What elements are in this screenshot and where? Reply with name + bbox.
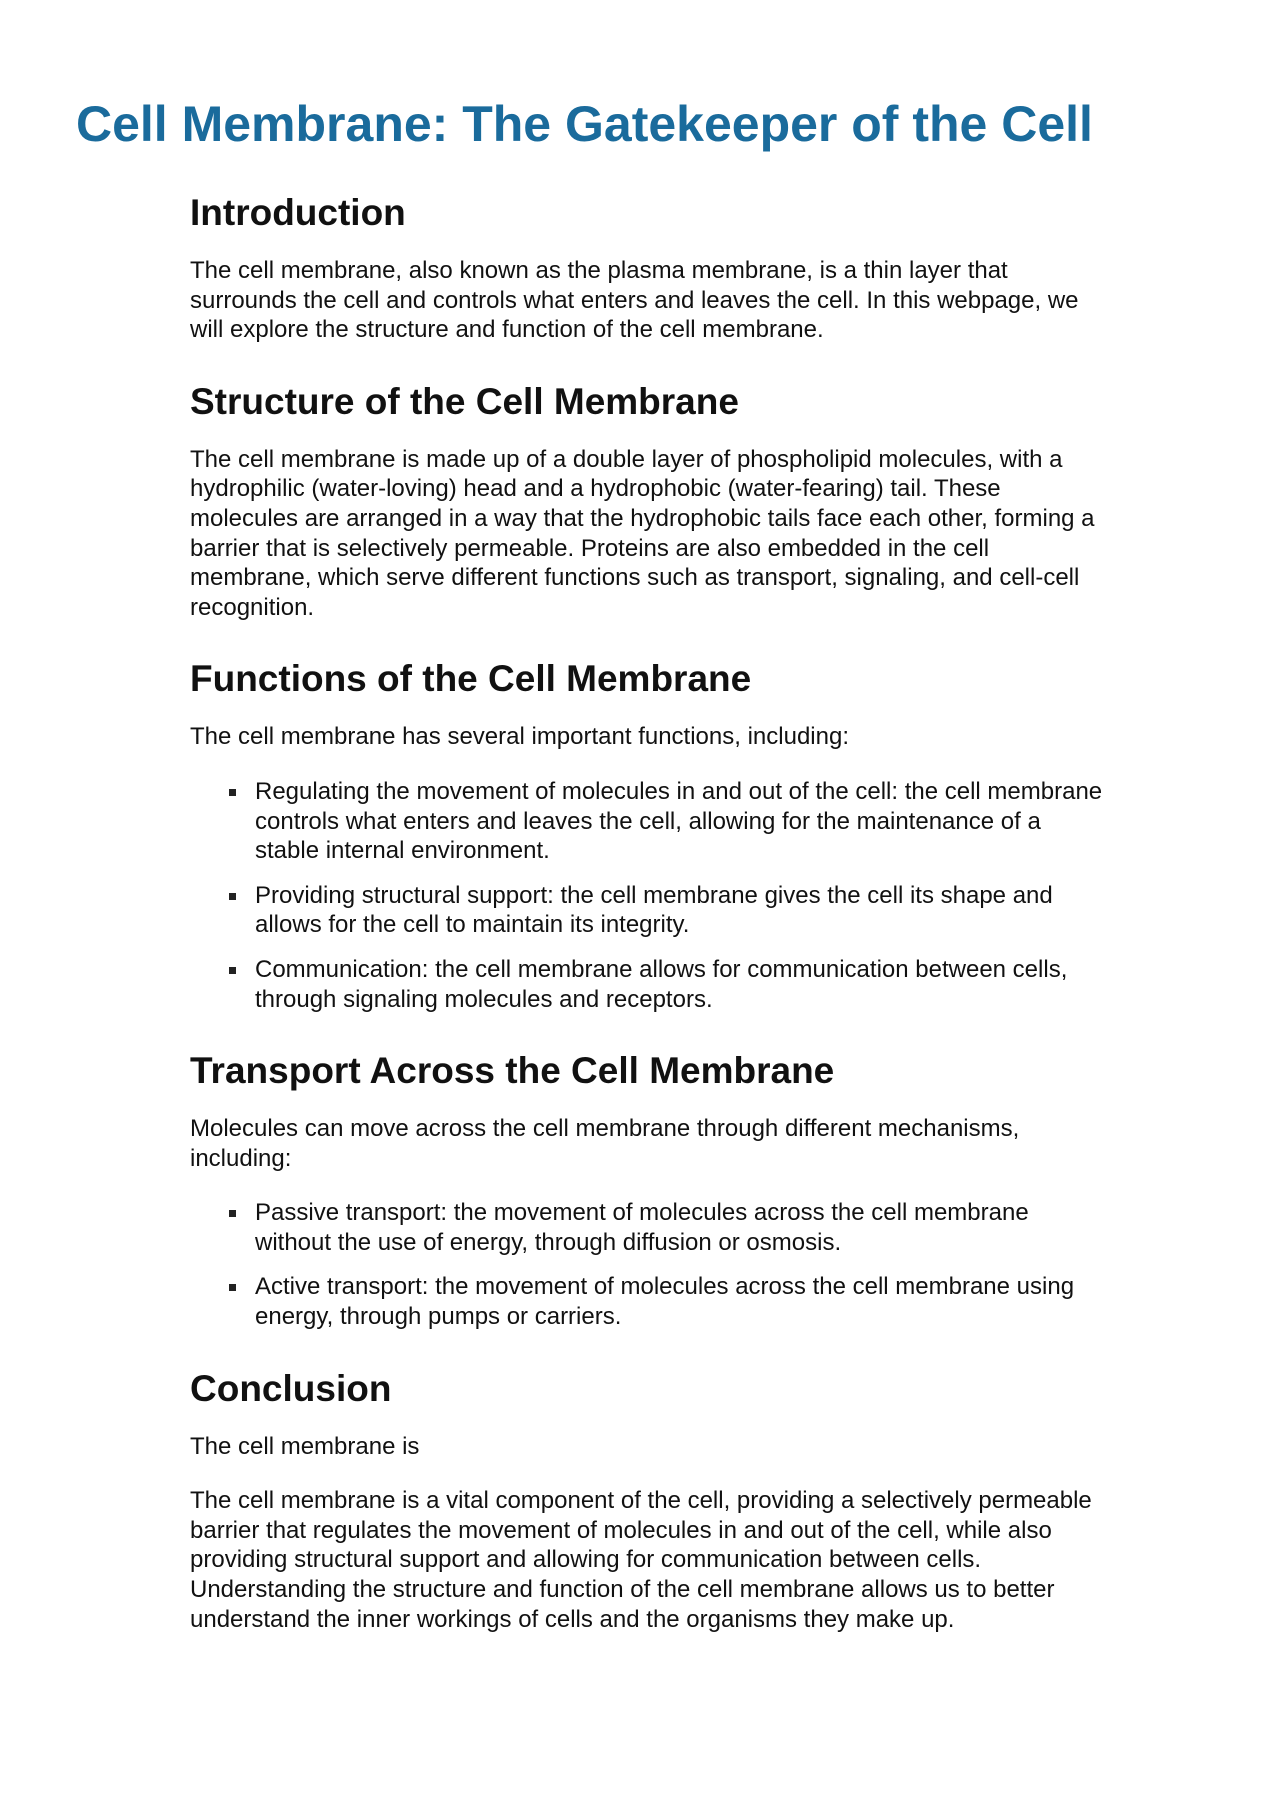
list-item <box>190 1272 1110 1331</box>
list-item-text: Passive transport: the movement of molecules across the cell membrane without the use of energy, through diffusion or osmosis. <box>255 1199 1029 1256</box>
bullet-icon <box>229 1284 236 1291</box>
bullet-icon <box>229 893 236 900</box>
list-item <box>190 881 1110 940</box>
list-item-text: Providing structural support: the cell membrane gives the cell its shape and allows for the cell to maintain its integrity. <box>255 881 1053 939</box>
main-content <box>190 190 1110 1634</box>
functions-intro: The cell membrane has several important functions, including: <box>190 723 849 751</box>
conclusion-paragraph: The cell membrane is a vital component of the cell, providing a selectively permeable barrier that regulates the movement of molecules in and out of the cell, while also providing structural support and allowing for communication between cells. Understanding the structure and function of the cell membrane allows us to better understand the inner workings of cells and the organisms they make up. <box>190 1487 1092 1633</box>
transport-intro: Molecules can move across the cell membrane through different mechanisms, including: <box>190 1115 1020 1172</box>
page-title: Cell Membrane: The Gatekeeper of the Cell <box>76 96 1093 152</box>
conclusion-heading: Conclusion <box>190 1367 392 1409</box>
introduction-paragraph: The cell membrane, also known as the plasma membrane, is a thin layer that surrounds the cell and controls what enters and leaves the cell. In this webpage, we will explore the structure and function of the cell membrane. <box>190 257 1079 344</box>
bullet-icon <box>229 789 236 796</box>
functions-heading: Functions of the Cell Membrane <box>190 658 752 700</box>
list-item-text: Active transport: the movement of molecules across the cell membrane using energy, through pumps or carriers. <box>255 1273 1075 1331</box>
bullet-icon <box>229 1210 236 1217</box>
transport-heading: Transport Across the Cell Membrane <box>190 1050 835 1092</box>
list-item <box>190 777 1110 866</box>
conclusion-fragment: The cell membrane is <box>190 1432 420 1460</box>
functions-list <box>190 777 1110 1014</box>
list-item-text: Communication: the cell membrane allows for communication between cells, through signaling molecules and receptors. <box>255 955 1068 1013</box>
structure-heading: Structure of the Cell Membrane <box>190 380 739 422</box>
list-item <box>190 955 1110 1014</box>
list-item <box>190 1198 1110 1257</box>
structure-paragraph: The cell membrane is made up of a double layer of phospholipid molecules, with a hydrophilic (water-loving) head and a hydrophobic (water-fearing) tail. These molecules are arranged in a way that the hydrophobic tails face each other, forming a barrier that is selectively permeable. Proteins are also embedded in the cell membrane, which serve different functions such as transport, signaling, and cell-cell recognition. <box>190 445 1095 621</box>
list-item-text: Regulating the movement of molecules in and out of the cell: the cell membrane controls what enters and leaves the cell, allowing for the maintenance of a stable internal environment. <box>255 777 1103 865</box>
transport-list <box>190 1198 1110 1331</box>
bullet-icon <box>229 967 236 974</box>
introduction-heading: Introduction <box>190 192 406 233</box>
